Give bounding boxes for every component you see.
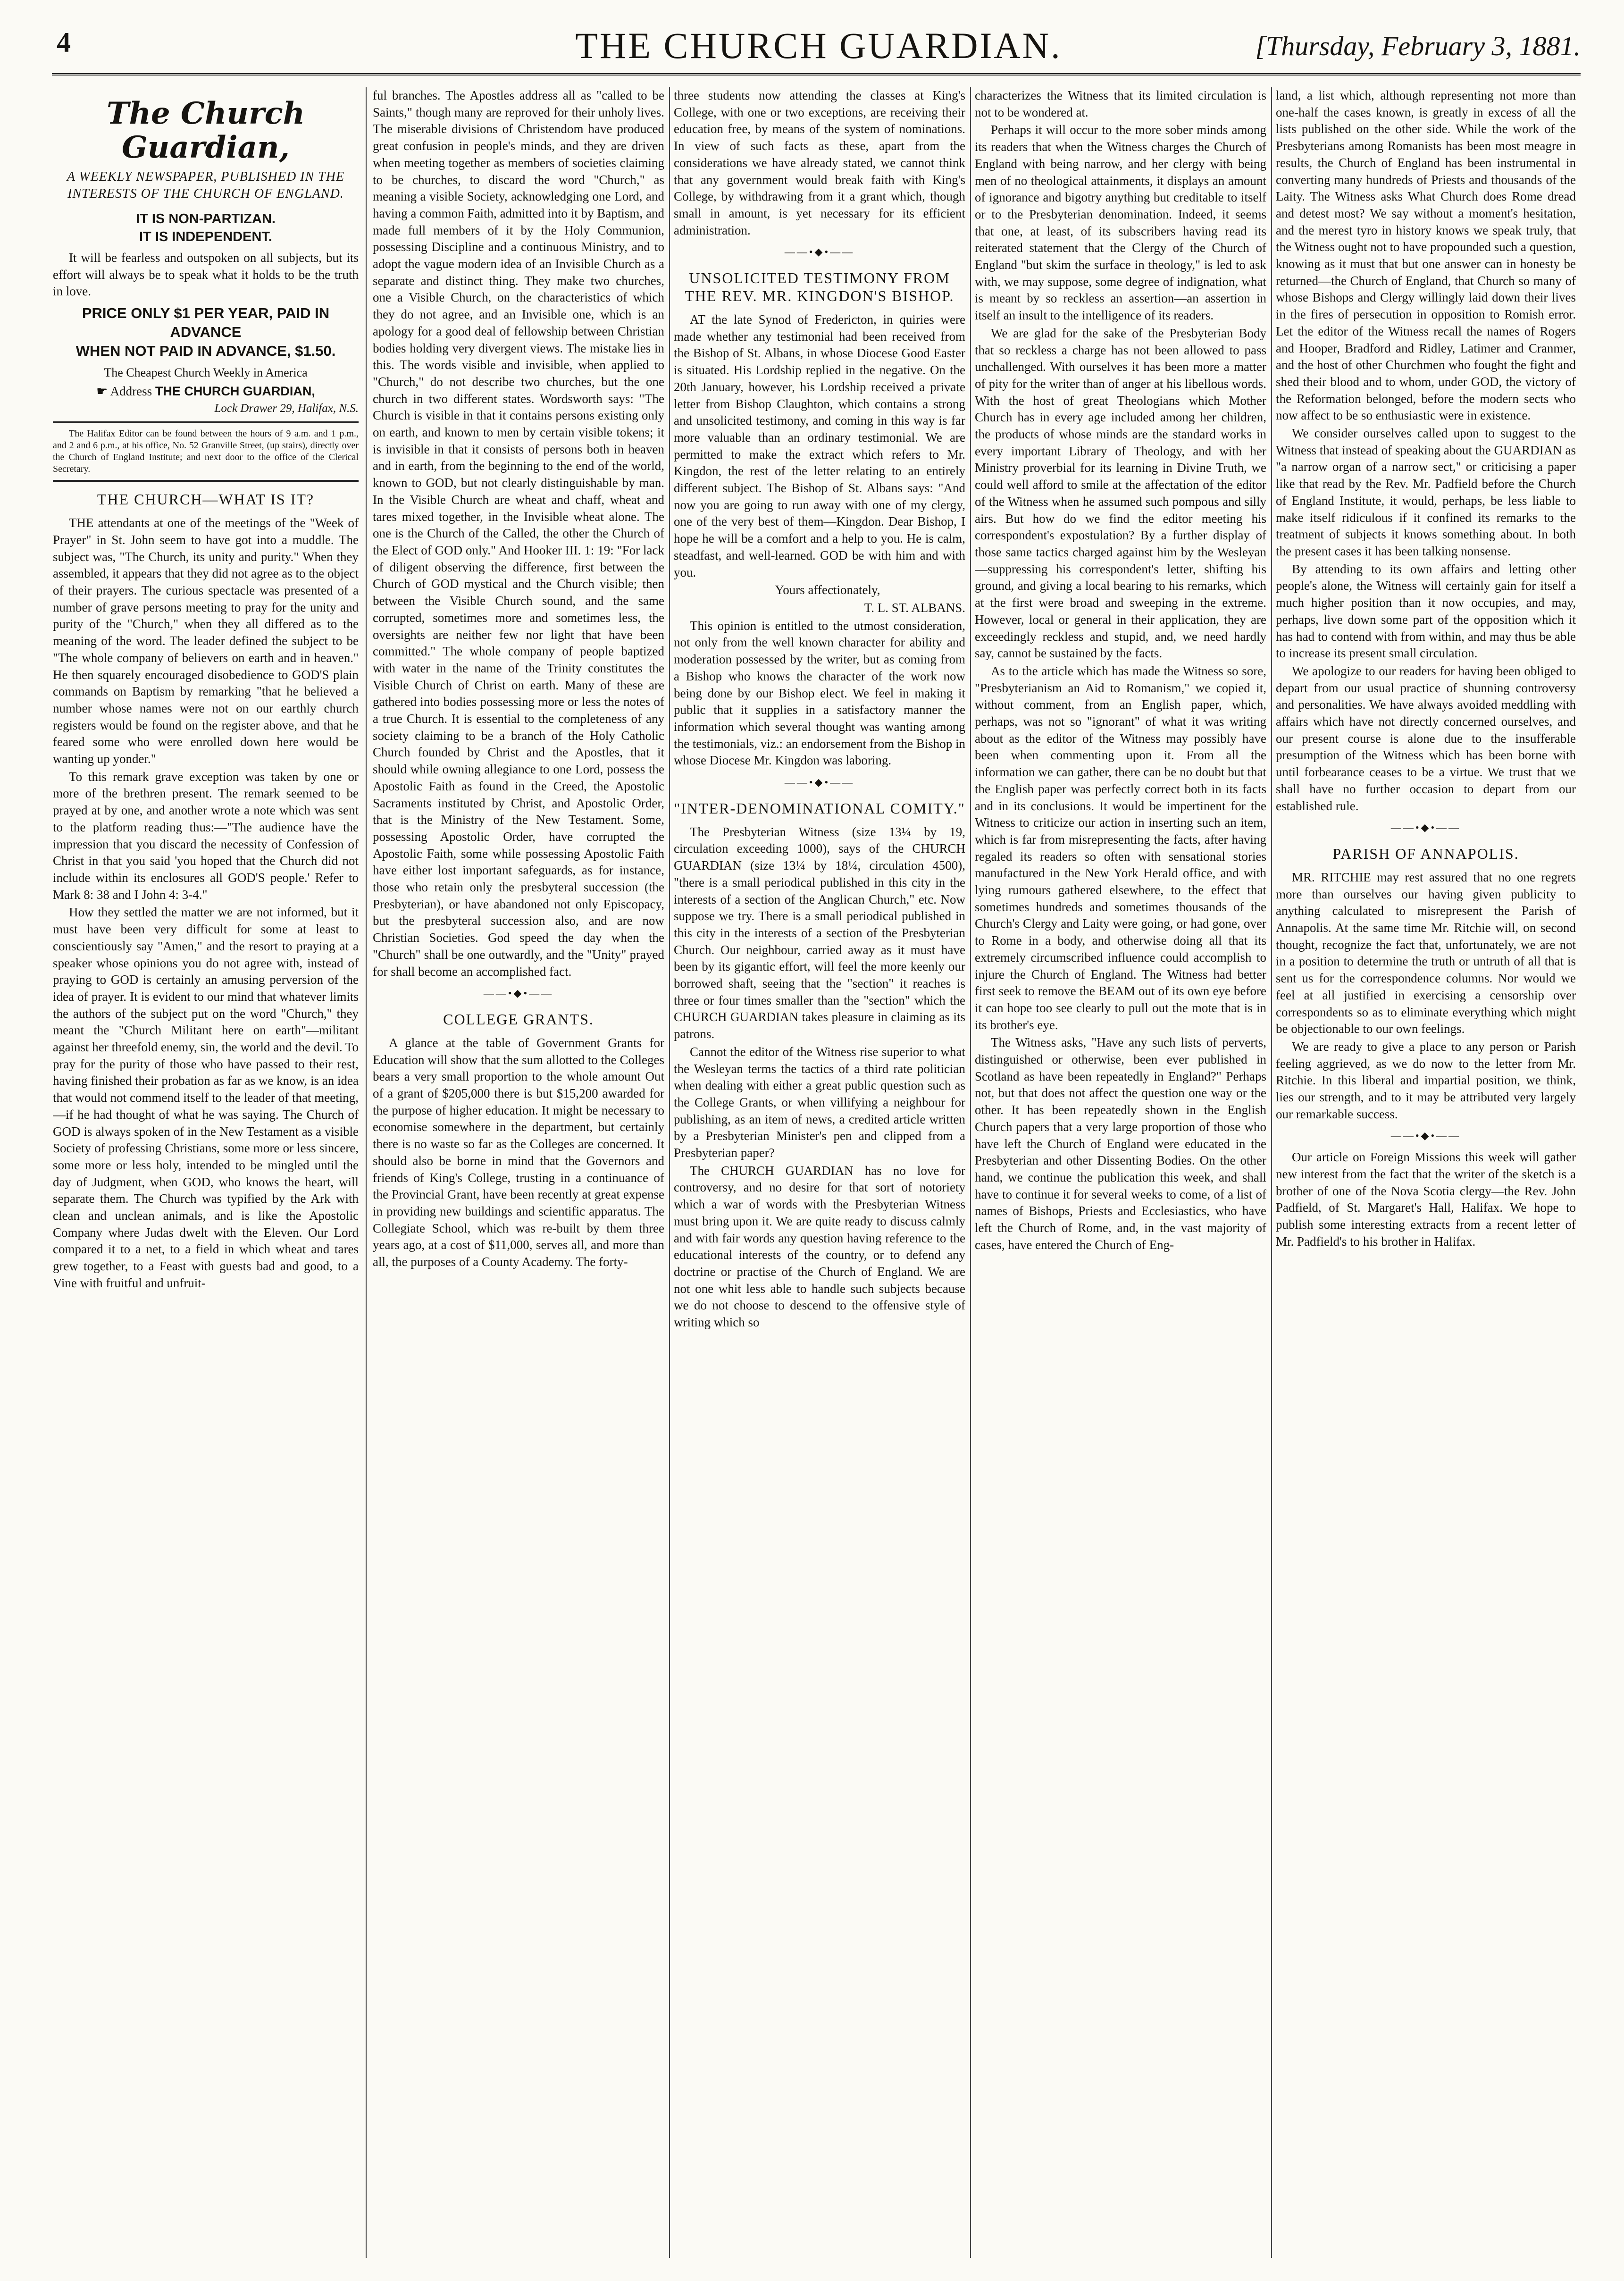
editor-note: The Halifax Editor can be found between the hours of 9 a.m. and 1 p.m., and 2 and 6 p.m., at his office, No. 52 Granville Street, (up stairs), directly over the Church of England Institute; and next door to the office of the Clerical Secretary. xyxy=(53,428,359,475)
article-paragraph: The Presbyterian Witness (size 13¼ by 19, circulation exceeding 1000), says of the CHURCH GUARDIAN (size 13¼ by 18¼, circulation 4500), "there is a small periodical published in this city in the interests of a section of the Anglican Church," etc. Now suppose we try. There is a small periodical published in this city in the interests of a section of the Presbyterian Church. Our neighbour, carried away as it must have been by its gigantic effort, will feel the more keenly our borrowed shaft, seeing that the "section" it reaches is three or four times smaller than the "section" which the CHURCH GUARDIAN takes pleasure in claiming as its patrons. xyxy=(674,824,965,1041)
masthead xyxy=(57,25,1581,67)
article-paragraph: A glance at the table of Government Grants for Education will show that the sum allotted to the Colleges bears a very small proportion to the whole amount Out of a grant of $205,000 there is but $15,200 awarded for the purpose of higher education. It might be necessary to economise somewhere in the department, but certainly there is no waste so far as the Colleges are concerned. It should also be borne in mind that the Governors and friends of King's College, trusting in a continuance of the Provincial Grant, have been recently at great expense in providing new buildings and scientific apparatus. The Collegiate School, which was re-built by them three years ago, at a cost of $11,000, serves all, and more than all, the purposes of a County Academy. The forty- xyxy=(373,1035,664,1269)
cheapest-line: The Cheapest Church Weekly in America xyxy=(104,366,308,380)
divider xyxy=(53,480,359,482)
article-paragraph: We consider ourselves called upon to suggest to the Witness that instead of speaking about the GUARDIAN as "a narrow organ of a narrow sect," or criticising a paper like that read by the Rev. Mr. Padfield before the Church of England Institute, it would, perhaps, be less liable to make itself ridiculous if it confined its remarks to the treatment of subjects it knows something about. In both the present cases it has been talking nonsense. xyxy=(1276,426,1576,558)
price-notice: PRICE ONLY $1 PER YEAR, PAID IN ADVANCE WHEN NOT PAID IN ADVANCE, $1.50. xyxy=(75,305,336,360)
pointing-hand-icon: ☛ xyxy=(96,384,108,398)
article-heading: UNSOLICITED TESTIMONY FROM THE REV. MR. KINGDON'S BISHOP. xyxy=(685,269,954,305)
newspaper-title: THE CHURCH GUARDIAN. xyxy=(575,25,1062,66)
article-paragraph: The Witness asks, "Have any such lists of perverts, distinguished or otherwise, been ever published in Scotland as have been repeatedly in England?" Perhaps not, but that does not affect the question one way or the other. It has been repeatedly shown in the English Church papers that a very large proportion of those who have left the Church of England were educated in the Presbyterian and other Dissenting Bodies. On the other hand, we continue the publication this week, and shall have to continue it for several weeks to come, of a list of names of Bishops, Priests and Ecclesiastics, who have left the Church of Rome, and, in the vast majority of cases, have entered the Church of Eng- xyxy=(975,1035,1266,1252)
article-paragraph: Cannot the editor of the Witness rise superior to what the Wesleyan terms the tactics of a third rate politician when dealing with either a great public question such as the College Grants, or when villifying a neighbour for publishing, as an item of news, a credited article written by a Presbyterian Minister's pen and clipped from a Presbyterian paper? xyxy=(674,1044,965,1160)
column-3 xyxy=(674,87,965,2253)
issue-date: [Thursday, February 3, 1881. xyxy=(1255,31,1581,61)
ornament-divider: ——•◆•—— xyxy=(1390,1130,1461,1142)
letter-closing: Yours affectionately, xyxy=(775,583,880,597)
article-heading: COLLEGE GRANTS. xyxy=(443,1010,594,1028)
column-divider xyxy=(970,87,971,2258)
article-paragraph: MR. RITCHIE may rest assured that no one regrets more than ourselves our having given publicity to anything calculated to misrepresent the Parish of Annapolis. At the same time Mr. Ritchie will, on second thought, recognize the fact that, unfortunately, we are not in a position to determine the truth or untruth of all that is sent us for the correspondence columns. Nor would we feel at all justified in exercising a censorship over correspondents so as to eliminate everything which might be objectionable to our own feelings. xyxy=(1276,870,1576,1036)
article-paragraph: three students now attending the classes at King's College, with one or two exceptions, are receiving their education free, by means of the system of nominations. In view of such facts as these, apart from the considerations we have already stated, we cannot think that any government would break faith with King's College, by withdrawing from it a grant which, though small in amount, is yet necessary for its efficient administration. xyxy=(674,88,965,237)
article-paragraph: We are ready to give a place to any person or Parish feeling aggrieved, as we do now to the letter from Mr. Ritchie. In this liberal and impartial position, we think, lies our strength, and to it may be attributed very largely our remarkable success. xyxy=(1276,1039,1576,1121)
article-paragraph: This opinion is entitled to the utmost consideration, not only from the well known character for ability and moderation possessed by the writer, but as coming from a Bishop who knows the character of the work now being done by our Bishop elect. We feel in making it public that it supplies in a satisfactory manner the information which several thought was wanting among the testimonials, viz.: an endorsement from the Bishop in whose Diocese Mr. Kingdon was laboring. xyxy=(674,618,965,768)
column-divider xyxy=(1271,87,1272,2258)
article-paragraph: To this remark grave exception was taken by one or more of the brethren present. The remark seemed to be prayed at by one, and another wrote a note which was sent to the platform reading thus:—"The audience have the impression that you discard the necessity of Confession of Christ in that you said 'you hoped that the Church did not include within its enclosures all GOD'S people.' Refer to Mark 8: 38 and I John 4: 3-4." xyxy=(53,769,359,902)
ornament-divider: ——•◆•—— xyxy=(1390,822,1461,834)
article-paragraph: The CHURCH GUARDIAN has no love for controversy, and no desire for that sort of notoriety which a war of words with the Presbyterian Witness must bring upon it. We are quite ready to discuss calmly and with fair words any question having reference to the educational interests of the country, or to defend any doctrine or practise of the Church of England. We are not one whit less able to handle such subjects because we do not choose to descend to the offensive style of writing which so xyxy=(674,1163,965,1330)
article-paragraph: Perhaps it will occur to the more sober minds among its readers that when the Witness charges the Church of England with being narrow, and her clergy with being men of no theological attainments, it displays an amount of ignorance and bigotry anything but creditable to itself or to the Presbyterian denomination. Indeed, it seems that one, at least, of its subscribers having read its reiterated statement that the Clergy of the Church of England "but skim the surface in theology," is led to ask with, we may suppose, some degree of indignation, what is meant by so reckless an assertion—an assertion in itself an insult to the intelligence of its readers. xyxy=(975,123,1266,323)
article-paragraph: We are glad for the sake of the Presbyterian Body that so reckless a charge has not been allowed to pass unchallenged. With ourselves it has been more a matter of pity for the writer than of anger at his libellous words. With the host of great Theologians which Mother Church has in every age included among her children, the products of whose minds are the standard works in every important Library of Theology, and with her Ministry proverbial for its learning in Divine Truth, we could well afford to smile at the affectation of the editor of the Witness when he assumed such pompous and silly airs. But how do we find the editor meeting his correspondent's expostulation? By a further display of those same tactics charged against him by the Wesleyan—suppressing his correspondent's letter, shifting his ground, and giving a local bearing to his remarks, which at the first were broad and sweeping in the extreme. However, local or general in their application, they are exceedingly reckless and stupid, and, we need hardly say, cannot be sustained by the facts. xyxy=(975,326,1266,661)
article-paragraph: THE attendants at one of the meetings of the "Week of Prayer" in St. John seem to have got into a muddle. The subject was, "The Church, its unity and purity." When they assembled, it appears that they did not agree as to the object of their prayers. The curious spectacle was presented of a number of grave persons meeting to pray for the unity and purity of the "Church," when they all differed as to the meaning of the word. The leader defined the subject to be "The whole company of believers on earth and in heaven." He then squarely encouraged disobedience to GOD'S plain commands on Baptism by remarking "that he believed a number whose names were not on our earthly church registers would be found on the register above, and that he feared some who were enrolled down here would be wanting up yonder." xyxy=(53,516,359,766)
article-paragraph: land, a list which, although representing not more than one-half the cases known, is greatly in excess of all the lists published on the other side. While the work of the Presbyterians among Romanists has been most meagre in results, the Church of England has been instrumental in converting many hundreds of Priests and thousands of the Laity. The Witness asks What Church does Rome dread and detest most? We say without a moment's hesitation, and the merest tyro in history knows we speak truly, that the Witness ought not to have propounded such a question, knowing as it must that but one answer can in honesty be returned—the Church of England, that Church so many of whose Bishops and Clergy willingly laid down their lives in the fires of persecution in opposition to Romish error. Let the editor of the Witness recall the names of Rogers and Hooper, Bradford and Ridley, Latimer and Cranmer, and the host of other Churchmen who fought the fight and shed their blood and to whom, under GOD, the victory of the Reformation belonged, before the modern sects who now affect to be so enthusiastic were in existence. xyxy=(1276,88,1576,423)
article-paragraph: We apologize to our readers for having been obliged to depart from our usual practice of shunning controversy and personalities. We have always avoided meddling with affairs which have not directly concerned ourselves, and our present course is alone due to the insufferable presumption of the Witness which has been borne with until forbearance ceases to be a virtue. We trust that we shall have no further occasion to depart from our established rule. xyxy=(1276,663,1576,813)
article-heading: THE CHURCH—WHAT IS IT? xyxy=(97,491,315,508)
divider xyxy=(53,421,359,423)
intro-paragraph: It will be fearless and outspoken on all subjects, but its effort will always be to speak what it holds to be the truth in love. xyxy=(53,251,359,299)
column-2 xyxy=(373,87,664,2253)
article-heading: PARISH OF ANNAPOLIS. xyxy=(1332,845,1519,862)
ornament-divider: ——•◆•—— xyxy=(784,776,855,788)
ornament-divider: ——•◆•—— xyxy=(784,246,855,258)
column-divider xyxy=(366,87,367,2258)
nameplate: The Church Guardian, xyxy=(106,96,305,165)
article-paragraph: How they settled the matter we are not informed, but it must have been very difficult for some at least to conscientiously say "Amen," and the resort to praying at a speaker whose opinions you do not agree with, instead of praying to GOD is certainly an amusing perversion of the idea of prayer. It is evident to our mind that whatever limits the authors of the subject put on the word "Church," they meant the "Church Militant here on earth"—militant against her threefold enemy, sin, the world and the devil. To pray for the purity of those who have passed to their rest, having finished their probation as far as we know, is an idea that would not commend itself to the leader of that meeting,—if he had thought of what he was saying. The Church of GOD is always spoken of in the New Testament as a visible Society of professing Christians, some more or less sincere, some more or less holy, intended to be mingled until the day of Judgment, when GOD, who knows the heart, will separate them. The Church was typified by the Ark with clean and unclean animals, and is like the Apostolic Company where Judas dwelt with the Eleven. Our Lord compared it to a net, to a field in which wheat and tares grew together, to a Feast with guests bad and good, to a Vine with fruitful and unfruit- xyxy=(53,905,359,1290)
masthead-rule xyxy=(52,73,1581,75)
article-paragraph: As to the article which has made the Witness so sore, "Presbyterianism an Aid to Romanism," we copied it, without comment, from an English paper, which, perhaps, was not so "ignorant" of what it was writing about as the editor of the Witness may possibly have been when commenting upon it. From all the information we can gather, there can be no doubt but that the English paper was perfectly correct both in its facts and in its conclusions. It would be impertinent for the Witness to criticize our action in inserting such an item, which is far from misrepresenting the facts, after having regaled its readers so often with sensational stories manufactured in the New York Herald office, and with lying rumours gathered elsewhere, to the effect that sometimes hundreds and sometimes thousands of the Church's Clergy and Laity were going, or had gone, over to Rome in a body, and otherwise doing all that its extremely circumscribed influence could accomplish to injure the Church of England. The Witness had better first seek to remove the BEAM out of its own eye before it can hope too see clearly to pull out the mote that is in its brother's eye. xyxy=(975,663,1266,1032)
article-paragraph: ful branches. The Apostles address all as "called to be Saints," though many are reproved for their unholy lives. The miserable divisions of Christendom have produced great confusion in people's minds, and they are driven when meeting together as members of societies claiming to be churches, to discard the word "Church," as meaning a visible Society, acknowledging one Lord, and having a common Faith, admitted into it by Baptism, and made full members of it by the Holy Communion, possessing Discipline and a continuous Ministry, and to adopt the vague modern idea of an Invisible Church as a separate and distinct thing. They make two churches, one a Visible Church, on the characteristics of which they do not agree, and an Invisible one, which is an apology for a good deal of fellowship between Christian bodies holding very divergent views. The mistake lies in this. The words visible and invisible, when applied to "Church," do not describe two churches, but the one church in two different states. Wordsworth says: "The Church is visible in that it contains persons existing only on earth, and known to men by certain visible tokens; it is invisible in that it consists of persons both in heaven and in earth, from the beginning to the end of the world, known to GOD, but not clearly distinguishable by man. In the Visible Church are wheat and chaff, wheat and tares mixed together, in the Invisible wheat alone. The one is the Church of the Called, the other the Church of the Elect of GOD only." And Hooker III. 1: 19: "For lack of diligent observing the difference, first between the Church of GOD mystical and the Church visible; then between the Visible Church sound, and the same corrupted, sometimes more and sometimes less, the oversights are neither few nor light that have been committed." The whole company of people baptized with water in the name of the Trinity constitutes the Visible Church of Christ on earth. Many of these are gathered into bodies possessing more or less the notes of a true Church. It is essential to the completeness of any society claiming to be a branch of the Holy Catholic Church founded by Christ and the Apostles, that it should while owning allegiance to one Lord, possess the Apostolic Faith as found in the Creed, the Apostolic Sacraments instituted by Christ, and Apostolic Order, that is the Ministry of the New Testament. Some, possessing Apostolic Order, have corrupted the Apostolic Faith, some while possessing Apostolic Faith have either lost important safeguards, as for instance, those who retain only the presbyteral succession (the Presbyterian), or have abandoned not only Episcopacy, but the presbyteral succession also, and are now Christian Societies. God speed the day when the "Church" shall be one outwardly, and the "Unity" prayed for shall become an accomplished fact. xyxy=(373,88,664,979)
article-paragraph: Our article on Foreign Missions this week will gather new interest from the fact that the writer of the sketch is a brother of one of the Nova Scotia clergy—the Rev. John Padfield, of St. Margaret's Hall, Halifax. We hope to publish some interesting extracts from a recent letter of Mr. Padfield's to his brother in Halifax. xyxy=(1276,1150,1576,1249)
page-number: 4 xyxy=(57,27,71,58)
nameplate-subtitle: A WEEKLY NEWSPAPER, PUBLISHED IN THE INTERESTS OF THE CHURCH OF ENGLAND. xyxy=(67,169,345,201)
article-paragraph: By attending to its own affairs and letting other people's alone, the Witness will certainly gain for itself a much higher position than it now occupies, and may, perhaps, live down some part of the opposition which it has had to contend with from within, and may thus be able to increase its present small circulation. xyxy=(1276,562,1576,661)
article-heading: "INTER-DENOMINATIONAL COMITY." xyxy=(674,799,965,817)
column-divider xyxy=(669,87,670,2258)
column-1 xyxy=(53,87,359,2253)
column-5 xyxy=(1276,87,1576,2253)
article-paragraph: characterizes the Witness that its limited circulation is not to be wondered at. xyxy=(975,88,1266,119)
letter-signature: T. L. ST. ALBANS. xyxy=(864,600,965,615)
ornament-divider: ——•◆•—— xyxy=(483,987,554,999)
non-partizan-line: IT IS NON-PARTIZAN. IT IS INDEPENDENT. xyxy=(136,211,276,244)
column-4 xyxy=(975,87,1266,2253)
article-paragraph: AT the late Synod of Fredericton, in quiries were made whether any testimonial had been received from the Bishop of St. Albans, in whose Diocese Good Easter is situated. His Lordship replied in the negative. On the 20th January, however, his Lordship received a private letter from Bishop Claughton, which contains a strong and unsolicited testimony, and coming in this way is far more valuable than an ordinary testimonial. We are permitted to make the extract which refers to Mr. Kingdon, the rest of the letter relating to an entirely different subject. The Bishop of St. Albans says: "And now you are going to run away with one of my clergy, one of the very best of them—Kingdon. Dear Bishop, I hope he will be a comfort and a help to you. He is calm, steadfast, and well-learned. GOD be with him and with you. xyxy=(674,312,965,579)
address-line: ☛ Address THE CHURCH GUARDIAN, xyxy=(96,384,315,398)
lock-drawer: Lock Drawer 29, Halifax, N.S. xyxy=(214,402,359,415)
